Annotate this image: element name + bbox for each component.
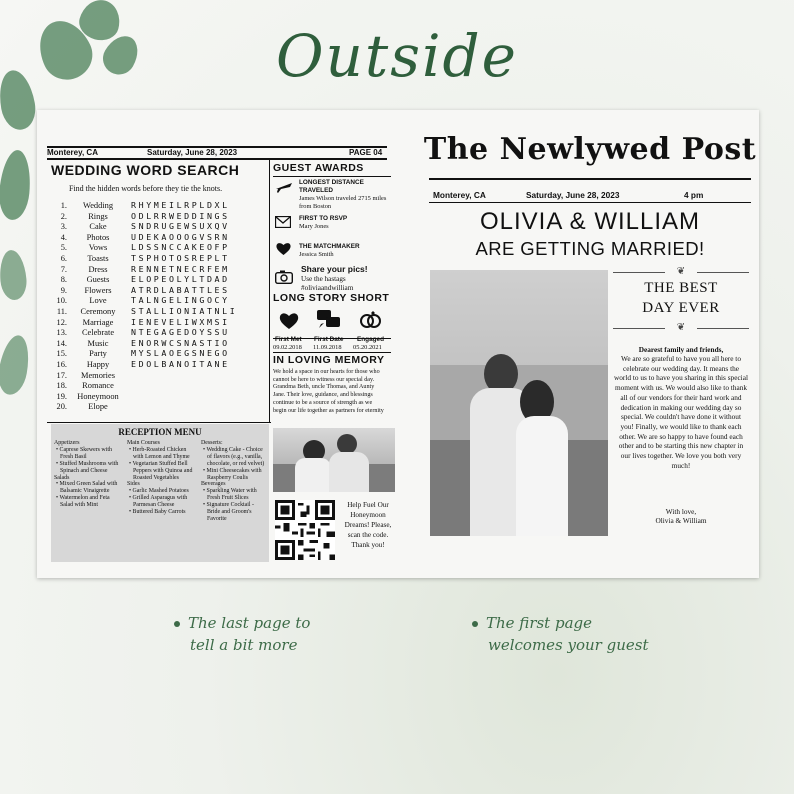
back-page-location: Monterey, CA [47, 148, 98, 157]
word-search-row [51, 401, 271, 412]
word-search-subtitle: Find the hidden words before they tie the knots. [69, 184, 223, 193]
word-number: 8. [60, 275, 67, 285]
word-number: 1. [60, 201, 67, 210]
page-heading: Outside [276, 22, 518, 90]
word-number: 9. [60, 285, 67, 295]
letter-grid-row: ODLRRWEDDINGS [131, 210, 230, 221]
menu-item: • Stuffed Mushrooms with Spinach and Cheese [54, 461, 122, 475]
menu-column [54, 440, 122, 509]
award-text: Jessica Smith [299, 251, 334, 258]
timeline-label: Engaged [357, 336, 384, 343]
menu-category: Beverages [201, 481, 226, 488]
share-title: Share your pics! [301, 264, 368, 274]
menu-category: Sides [127, 481, 140, 488]
word-search-row [51, 285, 271, 296]
word-search-row [51, 264, 271, 275]
qr-code [275, 500, 335, 560]
menu-column [127, 440, 195, 516]
word-number: 2. [60, 211, 67, 221]
timeline-date: 11.09.2018 [313, 344, 342, 351]
word-search-row [51, 242, 271, 253]
reception-menu [51, 424, 269, 562]
word-label: Happy [86, 360, 110, 369]
word-search-row [51, 338, 271, 349]
timeline-label: First Met [275, 336, 302, 343]
word-label: Guests [86, 275, 110, 285]
couple-names: OLIVIA & WILLIAM [479, 208, 701, 235]
menu-column [201, 440, 267, 523]
word-number: 17. [56, 370, 67, 380]
honeymoon-text: Help Fuel Our Honeymoon Dreams! Please, scan the code. Thank you! [344, 501, 392, 549]
word-number: 11. [56, 307, 67, 316]
menu-item: • Signature Cocktail - Bride and Groom's Favorite [201, 502, 267, 523]
ornament-top: ❦ [613, 266, 749, 278]
word-label: Honeymoon [77, 391, 119, 401]
menu-item: • Caprese Skewers with Fresh Basil [54, 447, 122, 461]
memory-title: IN LOVING MEMORY [273, 354, 385, 366]
word-number: 7. [60, 264, 67, 274]
letter-signoff-1: With love, [665, 507, 697, 516]
page-number: PAGE 04 [349, 148, 383, 157]
menu-category: Main Courses [127, 440, 160, 446]
couple-photo-large [430, 270, 608, 536]
envelope-icon [275, 216, 291, 228]
award-title: FIRST TO RSVP [299, 215, 348, 222]
word-label: Rings [88, 211, 108, 221]
letter-grid-row: RHYMEILRPLDXL [131, 200, 230, 210]
letter-grid-row: EDOLBANOITANE [131, 359, 230, 369]
word-search-row [51, 253, 271, 264]
letter-signoff-2: Olivia & William [655, 516, 707, 525]
best-day-line-1: THE BEST [644, 280, 718, 296]
letter-body: We are so grateful to have you all here to celebrate our wedding day. It means the world to us to have you sharing in this special moment with us. We would also like to thank all of our vendors for their hard work and dedication in making our wedding day so special. We couldn't have done it without you! Finally, we would like to thank each other. We are so happy to have found each other and to be starting this new chapter in our lives together. We love you both very much! [614, 354, 748, 470]
word-label: Ceremony [80, 307, 116, 316]
word-label: Wedding [82, 201, 114, 210]
word-search-row [51, 295, 271, 306]
word-search-row [51, 232, 271, 243]
menu-category: Salads [54, 474, 70, 481]
letter-grid-row: TALNGELINGOCY [131, 295, 230, 306]
menu-item: • Buttered Baby Carrots [127, 509, 195, 516]
menu-title: RECEPTION MENU [118, 427, 202, 437]
caption-right [472, 612, 648, 656]
menu-category: Appetizers [54, 440, 80, 446]
heart-icon [276, 242, 291, 256]
long-story-short [273, 290, 393, 354]
word-search [47, 162, 269, 422]
word-number: 19. [56, 391, 67, 401]
long-story-title: LONG STORY SHORT [273, 292, 390, 304]
award-text: Mary Jones [299, 223, 329, 230]
menu-item: • Wedding Cake - Choice of flavors (e.g., vanilla, chocolate, or red velvet) [201, 447, 267, 468]
bullet-dot [174, 621, 180, 627]
word-search-row [51, 211, 271, 222]
best-day-line-2: DAY EVER [642, 300, 720, 316]
award-item [273, 214, 393, 238]
award-item [273, 240, 393, 262]
ornament-bottom: ❦ [613, 322, 749, 334]
word-label: Love [89, 296, 107, 306]
menu-category: Desserts: [201, 440, 223, 446]
timeline-date: 09.02.2018 [273, 344, 302, 351]
word-label: Romance [82, 381, 114, 391]
memory-text: We hold a space in our hearts for those who cannot be here to witness our special day. Grandma Beth, uncle Thomas, and Aunty Jane. Their love, guidance, and blessings continue to be a source of strength as we begin our life together as partners for eternity [273, 369, 384, 414]
word-search-row [51, 317, 271, 328]
word-search-row [51, 391, 271, 402]
word-label: Elope [88, 402, 108, 412]
caption-right-line-2: welcomes your guest [488, 636, 649, 654]
caption-left-line-2: tell a bit more [190, 636, 298, 654]
word-search-row [51, 327, 271, 338]
letter-greeting: Dearest family and friends, [638, 345, 724, 354]
back-page [37, 110, 398, 578]
menu-item: • Vegetarian Stuffed Bell Peppers with Quinoa and Roasted Vegetables [127, 461, 195, 482]
main-headline: ARE GETTING MARRIED! [475, 238, 705, 259]
letter-grid-row: TSPHOTOSREPLT [131, 253, 230, 263]
word-label: Party [89, 349, 107, 359]
word-number: 18. [56, 381, 67, 391]
word-label: Vows [88, 243, 108, 253]
word-search-row [51, 274, 271, 285]
front-date: Saturday, June 28, 2023 [526, 190, 620, 200]
menu-item: • Herb-Roasted Chicken with Lemon and Thyme [127, 447, 195, 461]
word-number: 14. [56, 338, 67, 348]
caption-left [174, 612, 310, 656]
letter-grid-row: ENORWCSNASTIO [131, 337, 230, 348]
front-time: 4 pm [684, 190, 704, 200]
menu-item: • Mixed Green Salad with Balsamic Vinaigrette [54, 481, 122, 495]
word-number: 4. [60, 232, 67, 242]
word-label: Marriage [82, 317, 114, 327]
word-number: 13. [56, 328, 67, 338]
menu-item: • Sparkling Water with Fresh Fruit Slices [201, 488, 267, 502]
word-search-row [51, 221, 271, 232]
masthead: The Newlywed Post [423, 132, 757, 167]
caption-right-line-1: The first page [486, 614, 593, 632]
front-location: Monterey, CA [433, 190, 486, 200]
caption-left-line-1: The last page to [188, 614, 311, 632]
menu-item: • Watermelon and Feta Salad with Mint [54, 495, 122, 509]
letter-grid-row: IENEVELIWXMSI [131, 316, 230, 327]
camera-icon [275, 270, 293, 284]
back-page-date: Saturday, June 28, 2023 [147, 148, 238, 157]
word-search-row [51, 380, 271, 391]
letter-grid-row: ATRDLABATTLES [131, 284, 230, 295]
menu-item: • Grilled Asparagus with Parmesan Cheese [127, 495, 195, 509]
word-search-body [51, 200, 271, 420]
in-loving-memory [273, 354, 393, 424]
letter-grid-row: UDEKAOOOGVSRN [131, 231, 230, 242]
word-label: Celebrate [81, 328, 115, 338]
word-number: 10. [56, 296, 67, 306]
front-page [421, 110, 759, 578]
word-search-row [51, 370, 271, 381]
award-item [273, 180, 393, 210]
word-number: 5. [60, 243, 67, 253]
letter-grid-row: STALLIONIATNLI [131, 306, 238, 316]
word-label: Cake [89, 222, 107, 232]
word-search-row [51, 348, 271, 359]
heart-doodle-icon [279, 312, 299, 330]
word-search-row [51, 359, 271, 370]
word-search-title: WEDDING WORD SEARCH [51, 162, 240, 178]
menu-item: • Garlic Mashed Potatoes [127, 488, 195, 495]
letter-grid-row: ELOPEOLYLTDAD [131, 274, 230, 285]
airplane-icon [275, 180, 293, 194]
word-label: Toasts [87, 254, 109, 263]
share-hashtag: #oliviaandwilliam [301, 284, 354, 292]
word-label: Dress [88, 264, 108, 274]
word-label: Flowers [84, 285, 112, 295]
timeline-date: 05.20.2021 [353, 344, 382, 351]
share-text: Use the hastags [301, 275, 346, 283]
word-label: Music [87, 338, 109, 348]
word-number: 12. [56, 317, 67, 327]
word-search-row [51, 306, 271, 317]
couple-photo-small [273, 428, 395, 492]
chat-hearts-icon [317, 310, 341, 330]
letter-grid-row: LDSSNCCAKEOFP [131, 242, 230, 253]
timeline-label: First Date [314, 336, 344, 343]
letter-grid-row: NTEGAGEDOYSSU [131, 327, 230, 338]
word-number: 16. [56, 360, 67, 369]
word-number: 6. [60, 254, 67, 263]
word-number: 3. [60, 222, 67, 232]
word-label: Memories [81, 370, 115, 380]
award-title: THE MATCHMAKER [299, 243, 360, 250]
letter-grid-row: MYSLAOEGSNEGO [131, 348, 230, 359]
letter-grid-row: RENNETNECRFEM [131, 263, 230, 274]
award-text: James Wilson traveled 2715 miles from Boston [299, 195, 387, 210]
rings-icon [359, 311, 383, 329]
menu-item: • Mini Cheesecakes with Raspberry Coulis [201, 468, 267, 482]
bullet-dot [472, 621, 478, 627]
word-label: Photos [86, 232, 110, 242]
word-number: 20. [56, 402, 67, 412]
word-number: 15. [56, 349, 67, 359]
guest-awards-title: GUEST AWARDS [273, 162, 364, 174]
word-search-row [51, 200, 271, 211]
newspaper-spread [37, 110, 759, 578]
letter-grid-row: SNDRUGEWSUXQV [131, 221, 230, 232]
award-title: LONGEST DISTANCE TRAVELED [299, 179, 364, 194]
